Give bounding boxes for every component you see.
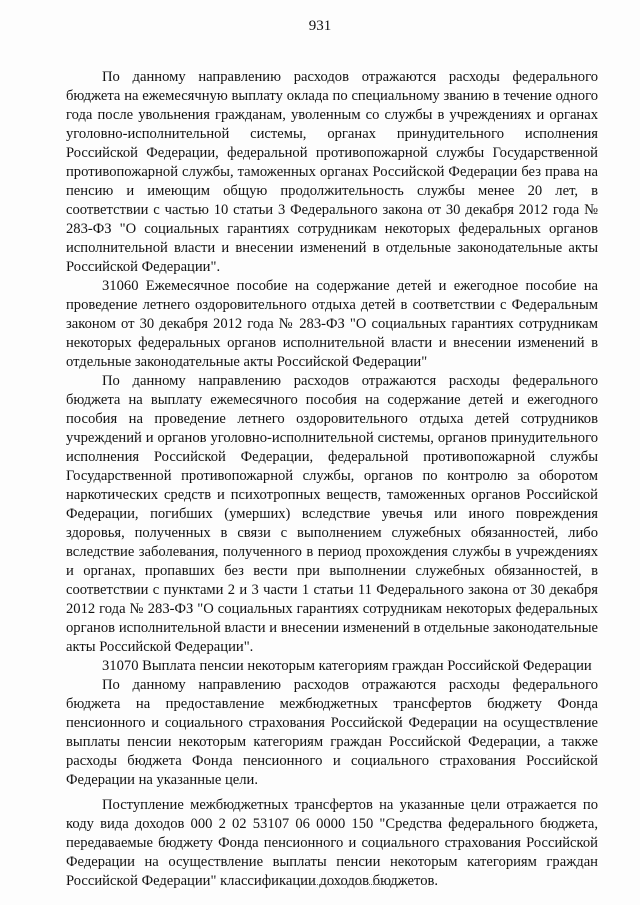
paragraph-3: По данному направлению расходов отражаются расходы федерального бюджета на выплату ежемесячного пособия на содержание детей и ежегодного пособия на проведение летнего оздоровительного отдыха детей сотрудников учреждений и органов уголовно-исполнительной системы, органов принудительного исполнения Российской Федерации, федеральной противопожарной службы Государственной противопожарной службы, органов по контролю за оборотом наркотических средств и психотропных веществ, таможенных органов Российской Федерации, погибших (умерших) вследствие увечья или иного повреждения здоровья, полученных в связи с выполнением служебных обязанностей, либо вследствие заболевания, полученного в период прохождения службы в учреждениях и органах, пропавших без вести при выполнении служебных обязанностей, в соответствии с пунктами 2 и 3 части 1 статьи 11 Федерального закона от 30 декабря 2012 года № 283-ФЗ "О социальных гарантиях сотрудникам некоторых федеральных органов исполнительной власти и внесении изменений в отдельные законодательные акты Российской Федерации". [66, 373, 598, 655]
page-number: 931 [308, 18, 332, 34]
paragraph-1: По данному направлению расходов отражаются расходы федерального бюджета на ежемесячную выплату оклада по специальному званию в течение одного года после увольнения гражданам, уволенным со службы в учреждениях и органах уголовно-исполнительной системы, органах принудительного исполнения Российской Федерации, федеральной противопожарной службы Государственной противопожарной службы, таможенных органах Российской Федерации без права на пенсию и имеющим общую продолжительность службы менее 20 лет, в соответствии с частью 10 статьи 3 Федерального закона от 30 декабря 2012 года № 283-ФЗ "О социальных гарантиях сотрудникам некоторых федеральных органов исполнительной власти и внесении изменений в отдельные законодательные акты Российской Федерации". [66, 69, 598, 275]
paragraph-31070-heading: 31070 Выплата пенсии некоторым категориям граждан Российской Федерации [102, 658, 592, 674]
bottom-divider [294, 884, 404, 885]
document-body [66, 68, 598, 891]
paragraph-6: Поступление межбюджетных трансфертов на указанные цели отражается по коду вида доходов 000 2 02 53107 06 0000 150 "Средства федерального бюджета, передаваемые бюджету Фонда пенсионного и социального страхования Российской Федерации на осуществление выплаты пенсии некоторым категориям граждан Российской Федерации" классификации доходов бюджетов. [66, 797, 598, 889]
paragraph-31060-heading: 31060 Ежемесячное пособие на содержание детей и ежегодное пособие на проведение летнего оздоровительного отдыха детей в соответствии с Федеральным законом от 30 декабря 2012 года № 283-ФЗ "О социальных гарантиях сотрудникам некоторых федеральных органов исполнительной власти и внесении изменений в отдельные законодательные акты Российской Федерации" [66, 278, 598, 370]
paragraph-5: По данному направлению расходов отражаются расходы федерального бюджета на предоставление межбюджетных трансфертов бюджету Фонда пенсионного и социального страхования Российской Федерации на осуществление выплаты пенсии некоторым категориям граждан Российской Федерации, а также расходы бюджета Фонда пенсионного и социального страхования Российской Федерации на указанные цели. [66, 677, 598, 788]
